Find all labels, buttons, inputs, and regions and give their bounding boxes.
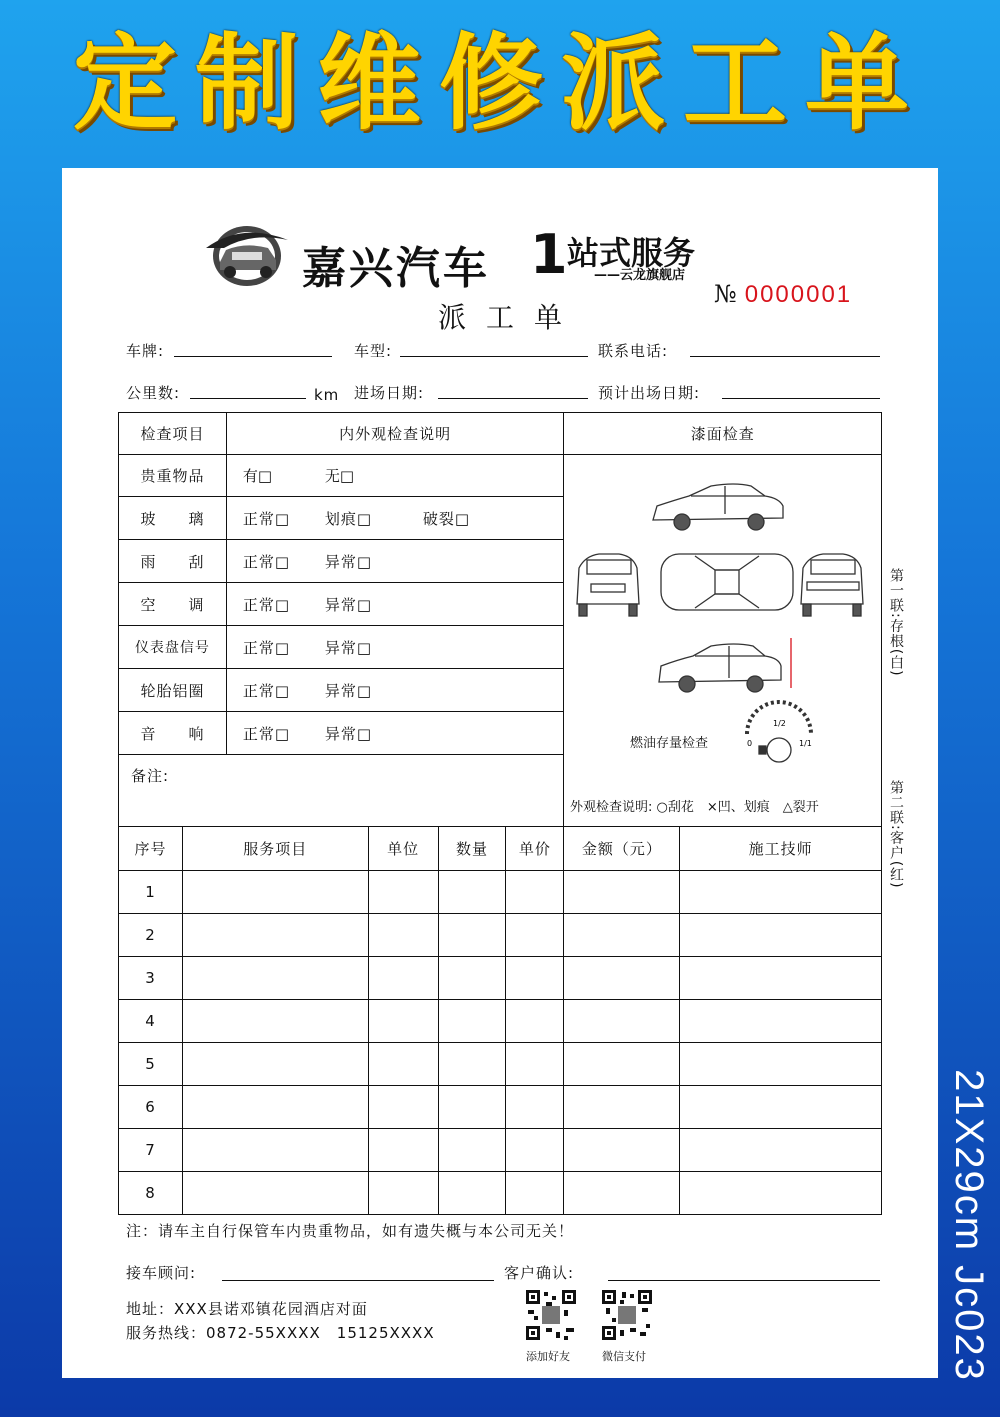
size-code-text: 21X29cm Jc023 bbox=[946, 1068, 991, 1382]
col-header: 服务项目 bbox=[182, 827, 368, 871]
copy-second: 第二联:客户(红) bbox=[888, 780, 904, 889]
option-checkbox[interactable]: 划痕□ bbox=[324, 509, 373, 528]
cell[interactable] bbox=[368, 1086, 438, 1129]
fuel-mark-empty: 0 bbox=[747, 739, 753, 748]
col-header: 单位 bbox=[368, 827, 438, 871]
doc-title: 派工单 bbox=[438, 301, 583, 334]
col-item-header: 检查项目 bbox=[119, 413, 227, 455]
cell[interactable] bbox=[506, 1086, 564, 1129]
inspect-item: 轮胎铝圈 bbox=[119, 669, 227, 712]
option-checkbox[interactable]: 正常□ bbox=[242, 552, 291, 571]
option-checkbox[interactable]: 正常□ bbox=[242, 681, 291, 700]
cell[interactable] bbox=[564, 914, 680, 957]
mileage-label: 公里数: bbox=[126, 384, 181, 402]
row-number: 6 bbox=[119, 1086, 183, 1129]
advisor-field[interactable] bbox=[222, 1280, 494, 1281]
cell[interactable] bbox=[680, 914, 882, 957]
inspection-legend: 外观检查说明: ○刮花 ×凹、划痕 △裂开 bbox=[570, 800, 819, 815]
cell[interactable] bbox=[564, 1043, 680, 1086]
mileage-field[interactable] bbox=[190, 398, 306, 399]
col-paint-header: 漆面检查 bbox=[564, 413, 882, 455]
disclaimer-note: 注：请车主自行保管车内贵重物品，如有遗失概与本公司无关！ bbox=[126, 1222, 575, 1240]
option-checkbox[interactable]: 异常□ bbox=[324, 595, 373, 614]
cell[interactable] bbox=[564, 1129, 680, 1172]
remarks-cell[interactable] bbox=[119, 755, 564, 827]
car-diagram-icon bbox=[565, 456, 880, 782]
row-number: 3 bbox=[119, 957, 183, 1000]
work-order-paper bbox=[62, 168, 938, 1378]
table-row bbox=[119, 1000, 882, 1043]
option-checkbox[interactable]: 无□ bbox=[324, 467, 355, 485]
company-name: 嘉兴汽车 bbox=[302, 243, 490, 294]
option-checkbox[interactable]: 正常□ bbox=[242, 724, 291, 743]
col-header: 施工技师 bbox=[680, 827, 882, 871]
table-row bbox=[119, 1129, 882, 1172]
inspect-item: 贵重物品 bbox=[119, 455, 227, 497]
service-hotline: 服务热线：0872-55XXXX 15125XXXX bbox=[126, 1324, 435, 1342]
cell[interactable] bbox=[506, 1000, 564, 1043]
col-header: 序号 bbox=[119, 827, 183, 871]
col-header: 单价 bbox=[506, 827, 564, 871]
cell[interactable] bbox=[182, 871, 368, 914]
inspect-options bbox=[226, 669, 564, 712]
row-number: 7 bbox=[119, 1129, 183, 1172]
option-checkbox[interactable]: 异常□ bbox=[324, 638, 373, 657]
cell[interactable] bbox=[438, 914, 506, 957]
qr-add-friend-label: 添加好友 bbox=[526, 1350, 570, 1363]
inspect-options bbox=[226, 455, 564, 497]
branch-name: ——云龙旗舰店 bbox=[594, 268, 686, 283]
inspect-options bbox=[226, 540, 564, 583]
qr-code-icon bbox=[524, 1288, 578, 1342]
cell[interactable] bbox=[680, 1129, 882, 1172]
serial-value: 0000001 bbox=[744, 281, 853, 308]
inspect-item: 仪表盘信号 bbox=[119, 626, 227, 669]
table-row bbox=[119, 1172, 882, 1215]
table-row bbox=[119, 1043, 882, 1086]
option-checkbox[interactable]: 正常□ bbox=[242, 638, 291, 657]
cell[interactable] bbox=[438, 1043, 506, 1086]
inspect-options bbox=[226, 583, 564, 626]
cell[interactable] bbox=[680, 1000, 882, 1043]
cell[interactable] bbox=[680, 1172, 882, 1215]
entry-date-field[interactable] bbox=[438, 398, 588, 399]
banner-title: 定制维修派工单 bbox=[72, 22, 927, 144]
plate-field[interactable] bbox=[174, 356, 332, 357]
remarks-label: 备注: bbox=[131, 767, 170, 785]
row-number: 4 bbox=[119, 1000, 183, 1043]
car-logo-icon bbox=[202, 218, 292, 288]
cell[interactable] bbox=[438, 1129, 506, 1172]
cell[interactable] bbox=[368, 1043, 438, 1086]
km-unit: km bbox=[314, 386, 340, 404]
serial-symbol: № bbox=[714, 280, 737, 308]
option-checkbox[interactable]: 异常□ bbox=[324, 724, 373, 743]
col-header: 数量 bbox=[438, 827, 506, 871]
row-number: 1 bbox=[119, 871, 183, 914]
cell[interactable] bbox=[680, 1043, 882, 1086]
cell[interactable] bbox=[506, 914, 564, 957]
entry-date-label: 进场日期: bbox=[354, 384, 425, 402]
table-row bbox=[119, 1086, 882, 1129]
cell[interactable] bbox=[182, 914, 368, 957]
inspect-options bbox=[226, 497, 564, 540]
col-header: 金额（元） bbox=[564, 827, 680, 871]
phone-label: 联系电话: bbox=[598, 342, 669, 360]
cell[interactable] bbox=[506, 957, 564, 1000]
one-stop-number: 1 bbox=[530, 223, 568, 286]
cell[interactable] bbox=[564, 871, 680, 914]
cell[interactable] bbox=[182, 1086, 368, 1129]
cell[interactable] bbox=[680, 871, 882, 914]
cell[interactable] bbox=[368, 1172, 438, 1215]
service-table bbox=[118, 826, 882, 1215]
cell[interactable] bbox=[564, 1000, 680, 1043]
cell[interactable] bbox=[182, 1172, 368, 1215]
inspect-item: 玻 璃 bbox=[119, 497, 227, 540]
cell[interactable] bbox=[506, 1043, 564, 1086]
row-number: 2 bbox=[119, 914, 183, 957]
copy-first: 第一联:存根(白) bbox=[888, 568, 904, 677]
option-checkbox[interactable]: 正常□ bbox=[242, 509, 291, 528]
cell[interactable] bbox=[438, 957, 506, 1000]
table-row bbox=[119, 914, 882, 957]
cell[interactable] bbox=[368, 1129, 438, 1172]
cell[interactable] bbox=[506, 871, 564, 914]
cell[interactable] bbox=[368, 957, 438, 1000]
fuel-mark-full: 1/1 bbox=[799, 739, 812, 748]
cell[interactable] bbox=[564, 1172, 680, 1215]
row-number: 8 bbox=[119, 1172, 183, 1215]
cell[interactable] bbox=[182, 1043, 368, 1086]
customer-field[interactable] bbox=[608, 1280, 880, 1281]
cell[interactable] bbox=[182, 1129, 368, 1172]
exit-date-label: 预计出场日期: bbox=[598, 384, 701, 402]
model-label: 车型: bbox=[354, 342, 393, 360]
fuel-label: 燃油存量检查 bbox=[630, 736, 709, 751]
cell[interactable] bbox=[438, 1000, 506, 1043]
serial-number bbox=[714, 280, 852, 309]
size-code bbox=[938, 1070, 998, 1380]
table-row bbox=[119, 957, 882, 1000]
phone-field[interactable] bbox=[690, 356, 880, 357]
inspect-options bbox=[226, 626, 564, 669]
option-checkbox[interactable]: 异常□ bbox=[324, 552, 373, 571]
cell[interactable] bbox=[564, 957, 680, 1000]
qr-wechat-pay-label: 微信支付 bbox=[602, 1350, 646, 1363]
cell[interactable] bbox=[182, 957, 368, 1000]
exit-date-field[interactable] bbox=[722, 398, 880, 399]
cell[interactable] bbox=[564, 1086, 680, 1129]
cell[interactable] bbox=[368, 871, 438, 914]
cell[interactable] bbox=[438, 1086, 506, 1129]
cell[interactable] bbox=[506, 1129, 564, 1172]
cell[interactable] bbox=[182, 1000, 368, 1043]
one-stop-text: 站式服务 bbox=[567, 234, 696, 272]
cell[interactable] bbox=[506, 1172, 564, 1215]
option-checkbox[interactable]: 异常□ bbox=[324, 681, 373, 700]
option-checkbox[interactable]: 正常□ bbox=[242, 595, 291, 614]
customer-label: 客户确认: bbox=[504, 1264, 575, 1282]
cell[interactable] bbox=[368, 914, 438, 957]
table-row bbox=[119, 871, 882, 914]
model-field[interactable] bbox=[400, 356, 588, 357]
cell[interactable] bbox=[680, 1086, 882, 1129]
inspect-item: 空 调 bbox=[119, 583, 227, 626]
option-checkbox[interactable]: 有□ bbox=[242, 467, 273, 485]
fuel-mark-half: 1/2 bbox=[773, 719, 786, 728]
inspect-options bbox=[226, 712, 564, 755]
cell[interactable] bbox=[438, 871, 506, 914]
advisor-label: 接车顾问: bbox=[126, 1264, 197, 1282]
address: 地址：XXX县诺邓镇花园酒店对面 bbox=[126, 1300, 368, 1318]
plate-label: 车牌: bbox=[126, 342, 165, 360]
cell[interactable] bbox=[368, 1000, 438, 1043]
cell[interactable] bbox=[680, 957, 882, 1000]
qr-code-icon bbox=[600, 1288, 654, 1342]
inspect-item: 雨 刮 bbox=[119, 540, 227, 583]
option-checkbox[interactable]: 破裂□ bbox=[422, 509, 471, 528]
row-number: 5 bbox=[119, 1043, 183, 1086]
col-desc-header: 内外观检查说明 bbox=[226, 413, 564, 455]
cell[interactable] bbox=[438, 1172, 506, 1215]
inspect-item: 音 响 bbox=[119, 712, 227, 755]
